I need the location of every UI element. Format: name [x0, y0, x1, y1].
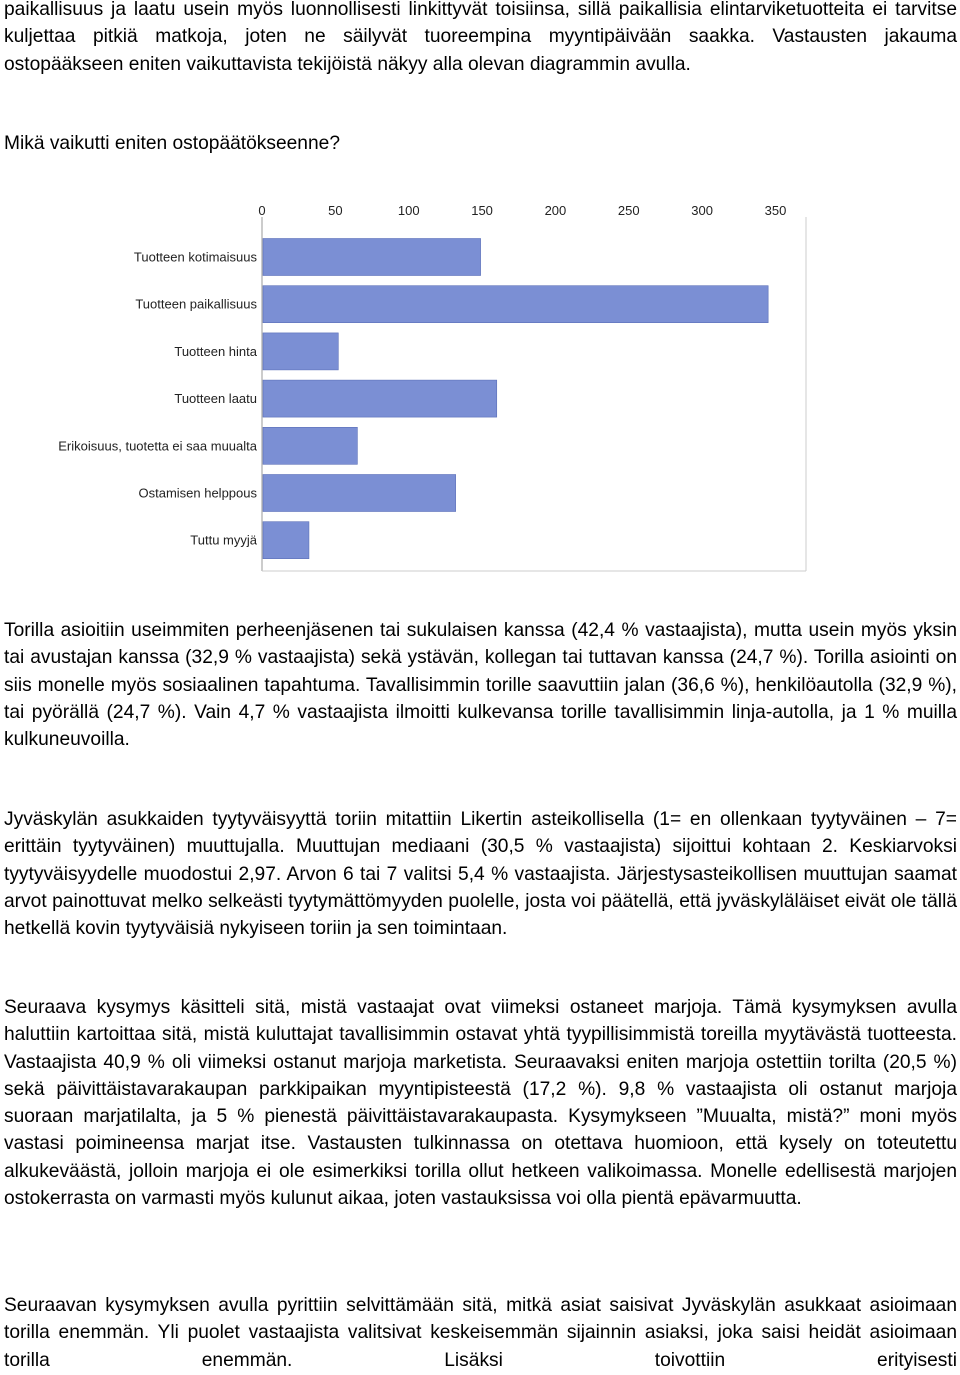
- category-label: Tuotteen paikallisuus: [135, 296, 257, 312]
- x-tick-label: 150: [471, 203, 493, 218]
- bars: [263, 239, 768, 559]
- paragraph-berries: Seuraava kysymys käsitteli sitä, mistä vastaajat ovat viimeksi ostaneet marjoja. Tämä kysymyksen avulla haluttiin kartoittaa sitä, mistä kuluttajat tavallisimmin ostavat yhtä tyypillisimmistä toreilla myytävästä tuotteesta. Vastaajista 40,9 % oli viimeksi ostanut marjoja marketista. Seuraavaksi eniten marjoja ostettiin torilta (20,5 %) sekä päivittäistavarakaupan parkkipaikan myyntipisteestä (17,2 %). 9,8 % vastaajista oli ostanut marjoja suoraan marjatilalta, ja 5 % pienestä päivittäistavarakaupasta. Kysymykseen ”Muualta, mistä?” moni myös vastasi poimineensa marjat itse. Vastausten tulkinnassa on otettava huomioon, että kysely on toteutettu alkukeväästä, jolloin marjoja ei ole esimerkiksi torilla ollut hetkeen valikoimassa. Monelle edellisestä marjojen ostokerrasta on varmasti myös kulunut aikaa, joten vastauksissa voi olla pientä epävarmuutta.: [4, 997, 957, 1210]
- x-tick-label: 200: [544, 203, 567, 218]
- x-tick-label: 0: [258, 203, 266, 218]
- x-tick-label: 50: [328, 203, 343, 218]
- bar-chart: [0, 195, 960, 577]
- paragraph-satisfaction: Jyväskylän asukkaiden tyytyväisyyttä toriin mitattiin Likertin asteikollisella (1= en ollenkaan tyytyväinen – 7= erittäin tyytyväinen) muuttujalla. Muuttujan mediaani (30,5 % vastaajista) sijoittui kohtaan 2. Keskiarvoksi tyytyväisyydelle muodostui 2,97. Arvon 6 tai 7 valitsi 5,4 % vastaajista. Järjestysasteikollisen muuttujan saamat arvot painottuvat melko selkeästi tyytymättömyyden puolelle, josta voi päätellä, että jyväskyläläiset eivät ole tällä hetkellä kovin tyytyväisiä nykyiseen toriin ja sen toimintaan.: [4, 809, 957, 940]
- x-axis-ticks: [258, 203, 786, 218]
- bar: [263, 239, 481, 276]
- bar: [263, 427, 357, 464]
- x-tick-label: 350: [764, 203, 787, 218]
- bar: [263, 522, 309, 559]
- x-tick-label: 250: [617, 203, 640, 218]
- x-tick-label: 100: [397, 203, 420, 218]
- x-tick-label: 300: [691, 203, 713, 218]
- paragraph-next-question: Seuraavan kysymyksen avulla pyrittiin selvittämään sitä, mitkä asiat saisivat Jyväskylän asukkaat asioimaan torilla enemmän. Yli puolet vastaajista valitsivat keskeisemmän sijainnin asiaksi, joka saisi heidät asioimaan torilla enemmän. Lisäksi toivottiin erityisesti: [4, 1295, 957, 1371]
- category-label: Tuotteen kotimaisuus: [133, 249, 257, 265]
- bar: [263, 475, 456, 512]
- category-label: Tuotteen laatu: [174, 391, 257, 407]
- intro-paragraph: paikallisuus ja laatu usein myös luonnollisesti linkittyvät toisiinsa, sillä paikallisia elintarviketuotteita ei tarvitse kuljettaa pitkiä matkoja, joten ne säilyvät tuoreempina myyntipäivään saakka. Vastausten jakauma ostopääkseen eniten vaikuttavista tekijöistä näkyy alla olevan diagrammin avulla.: [4, 0, 957, 75]
- category-label: Tuttu myyjä: [190, 532, 257, 548]
- bar: [263, 286, 768, 323]
- bar: [263, 380, 497, 417]
- category-labels: [58, 250, 258, 548]
- category-label: Erikoisuus, tuotetta ei saa muualta: [58, 438, 257, 454]
- bar: [263, 333, 338, 370]
- category-label: Ostamisen helppous: [138, 485, 257, 501]
- category-label: Tuotteen hinta: [174, 343, 257, 359]
- chart-question: Mikä vaikutti eniten ostopäätökseenne?: [4, 133, 340, 154]
- paragraph-companions: Torilla asioitiin useimmiten perheenjäsenen tai sukulaisen kanssa (42,4 % vastaajista), mutta usein myös yksin tai avustajan kanssa (32,9 % vastaajista) sekä ystävän, kollegan tai tuttavan kanssa (24,7 %). Torilla asiointi on siis monelle myös sosiaalinen tapahtuma. Tavallisimmin torille saavuttiin jalan (36,6 %), henkilöautolla (32,9 %), tai pyörällä (24,7 %). Vain 4,7 % vastaajista ilmoitti kulkevansa torille tavallisimmin linja-autolla, ja 1 % muilla kulkuneuvoilla.: [4, 620, 957, 751]
